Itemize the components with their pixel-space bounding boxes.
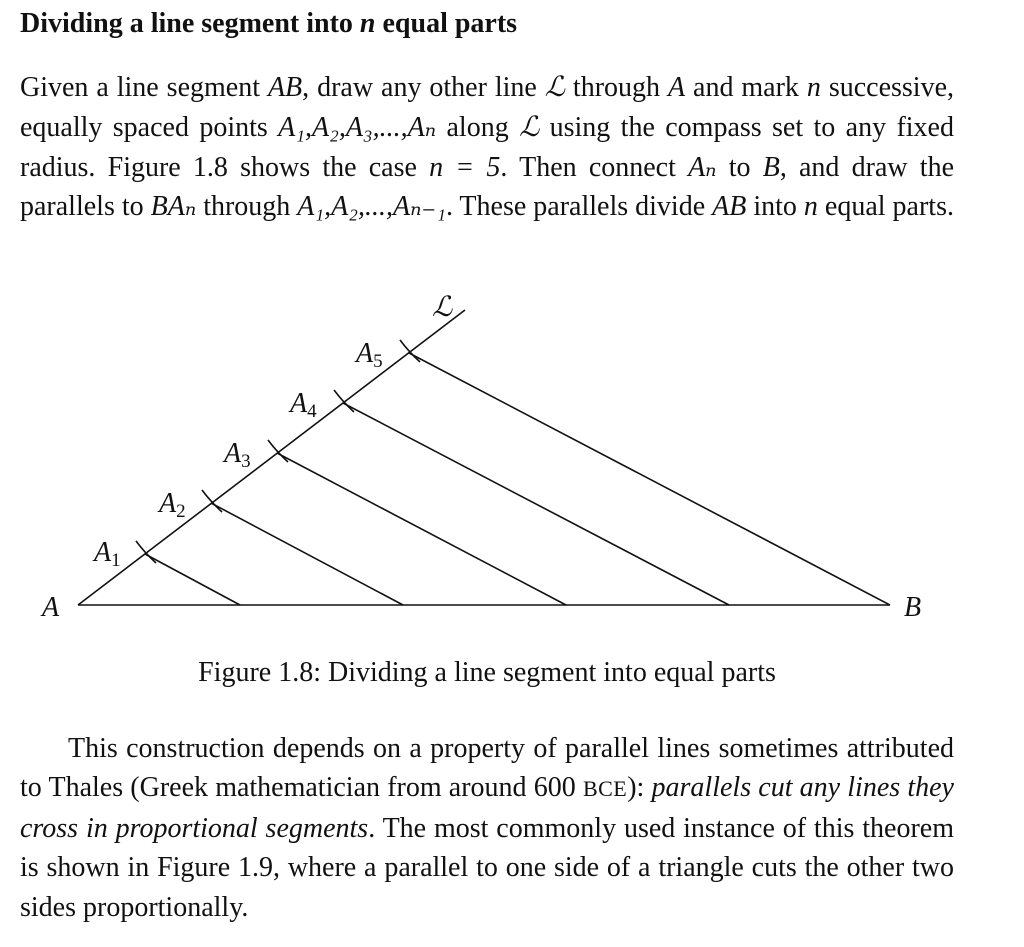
- label-A: A: [42, 592, 60, 623]
- text-run: through: [564, 72, 668, 103]
- parallel-A4: [343, 403, 729, 605]
- segment-BA5: [409, 353, 890, 605]
- heading-text-end: equal parts: [375, 8, 518, 39]
- compass-arc-A5: [400, 340, 420, 362]
- label-B: B: [904, 592, 922, 623]
- figure-caption: Figure 1.8: Dividing a line segment into equal parts: [198, 657, 776, 688]
- compass-arc-A1: [136, 541, 156, 563]
- math-line-L: ℒ: [544, 70, 565, 103]
- heading-variable-n: n: [359, 8, 376, 39]
- label-A4: A4: [290, 388, 317, 422]
- text-run: through: [196, 191, 298, 223]
- point-labels: [92, 338, 383, 571]
- parallel-A3: [277, 453, 566, 605]
- compass-arc-A4: [334, 390, 354, 412]
- text-run: and mark: [685, 72, 807, 103]
- text-run: along: [436, 112, 520, 144]
- paragraph-construction: [20, 67, 954, 227]
- label-line-L: ℒ: [432, 290, 453, 323]
- small-caps-BCE: BCE: [582, 776, 628, 802]
- math-sequence-A1-An-1: A₁,A₂,...,Aₙ₋₁: [297, 191, 446, 223]
- heading-text-start: Dividing a line segment into: [20, 8, 360, 39]
- text-run: , draw any other line: [302, 72, 545, 103]
- text-run: . Then connect: [500, 151, 689, 183]
- text-run: using the compass set to any fixed radius. Figure 1.8 shows the case: [20, 112, 954, 183]
- text-run: successive, equally spaced points: [20, 72, 954, 144]
- figure-1-8: [0, 280, 1024, 630]
- label-A1: A1: [94, 537, 121, 571]
- math-case-n-equals-5: n = 5: [429, 151, 501, 183]
- text-run: This construction depends on a property of parallel lines sometimes attributed to Thales (Greek mathematician from around 600: [20, 733, 954, 804]
- label-A2: A2: [159, 488, 186, 522]
- text-run: ):: [627, 772, 652, 804]
- paragraph-thales: [20, 729, 954, 927]
- parallel-A2: [211, 503, 403, 605]
- diagram-lines: [78, 310, 890, 605]
- math-AB: AB: [267, 72, 303, 103]
- section-heading: [20, 4, 517, 44]
- text-run: , and draw the parallels to: [20, 151, 955, 223]
- math-line-L: ℒ: [519, 110, 540, 144]
- text-run: equal parts.: [817, 191, 954, 223]
- text-run: . These parallels divide: [445, 191, 713, 223]
- text-run: . The most commonly used instance of this theorem is shown in Figure 1.9, where a parallel to one side of a triangle cuts the other two sides proportionally.: [20, 812, 954, 923]
- text-run: Given a line segment: [20, 72, 268, 103]
- math-BAn: BAₙ: [150, 191, 197, 223]
- line-L: [78, 310, 465, 605]
- text-run: into: [746, 191, 804, 223]
- math-n: n: [806, 72, 821, 103]
- construction-diagram: [0, 280, 1024, 630]
- math-B: B: [762, 151, 780, 183]
- parallel-A1: [145, 554, 240, 605]
- italic-theorem-statement: parallels cut any lines they cross in proportional segments: [20, 772, 954, 844]
- math-sequence-A1-An: A₁,A₂,A₃,...,Aₙ: [278, 112, 437, 144]
- math-An: Aₙ: [688, 151, 717, 183]
- label-A3: A3: [224, 438, 251, 472]
- math-A: A: [667, 72, 686, 103]
- text-run: to: [716, 151, 763, 183]
- math-AB: AB: [712, 191, 747, 223]
- label-A5: A5: [356, 338, 383, 372]
- math-n: n: [803, 191, 818, 223]
